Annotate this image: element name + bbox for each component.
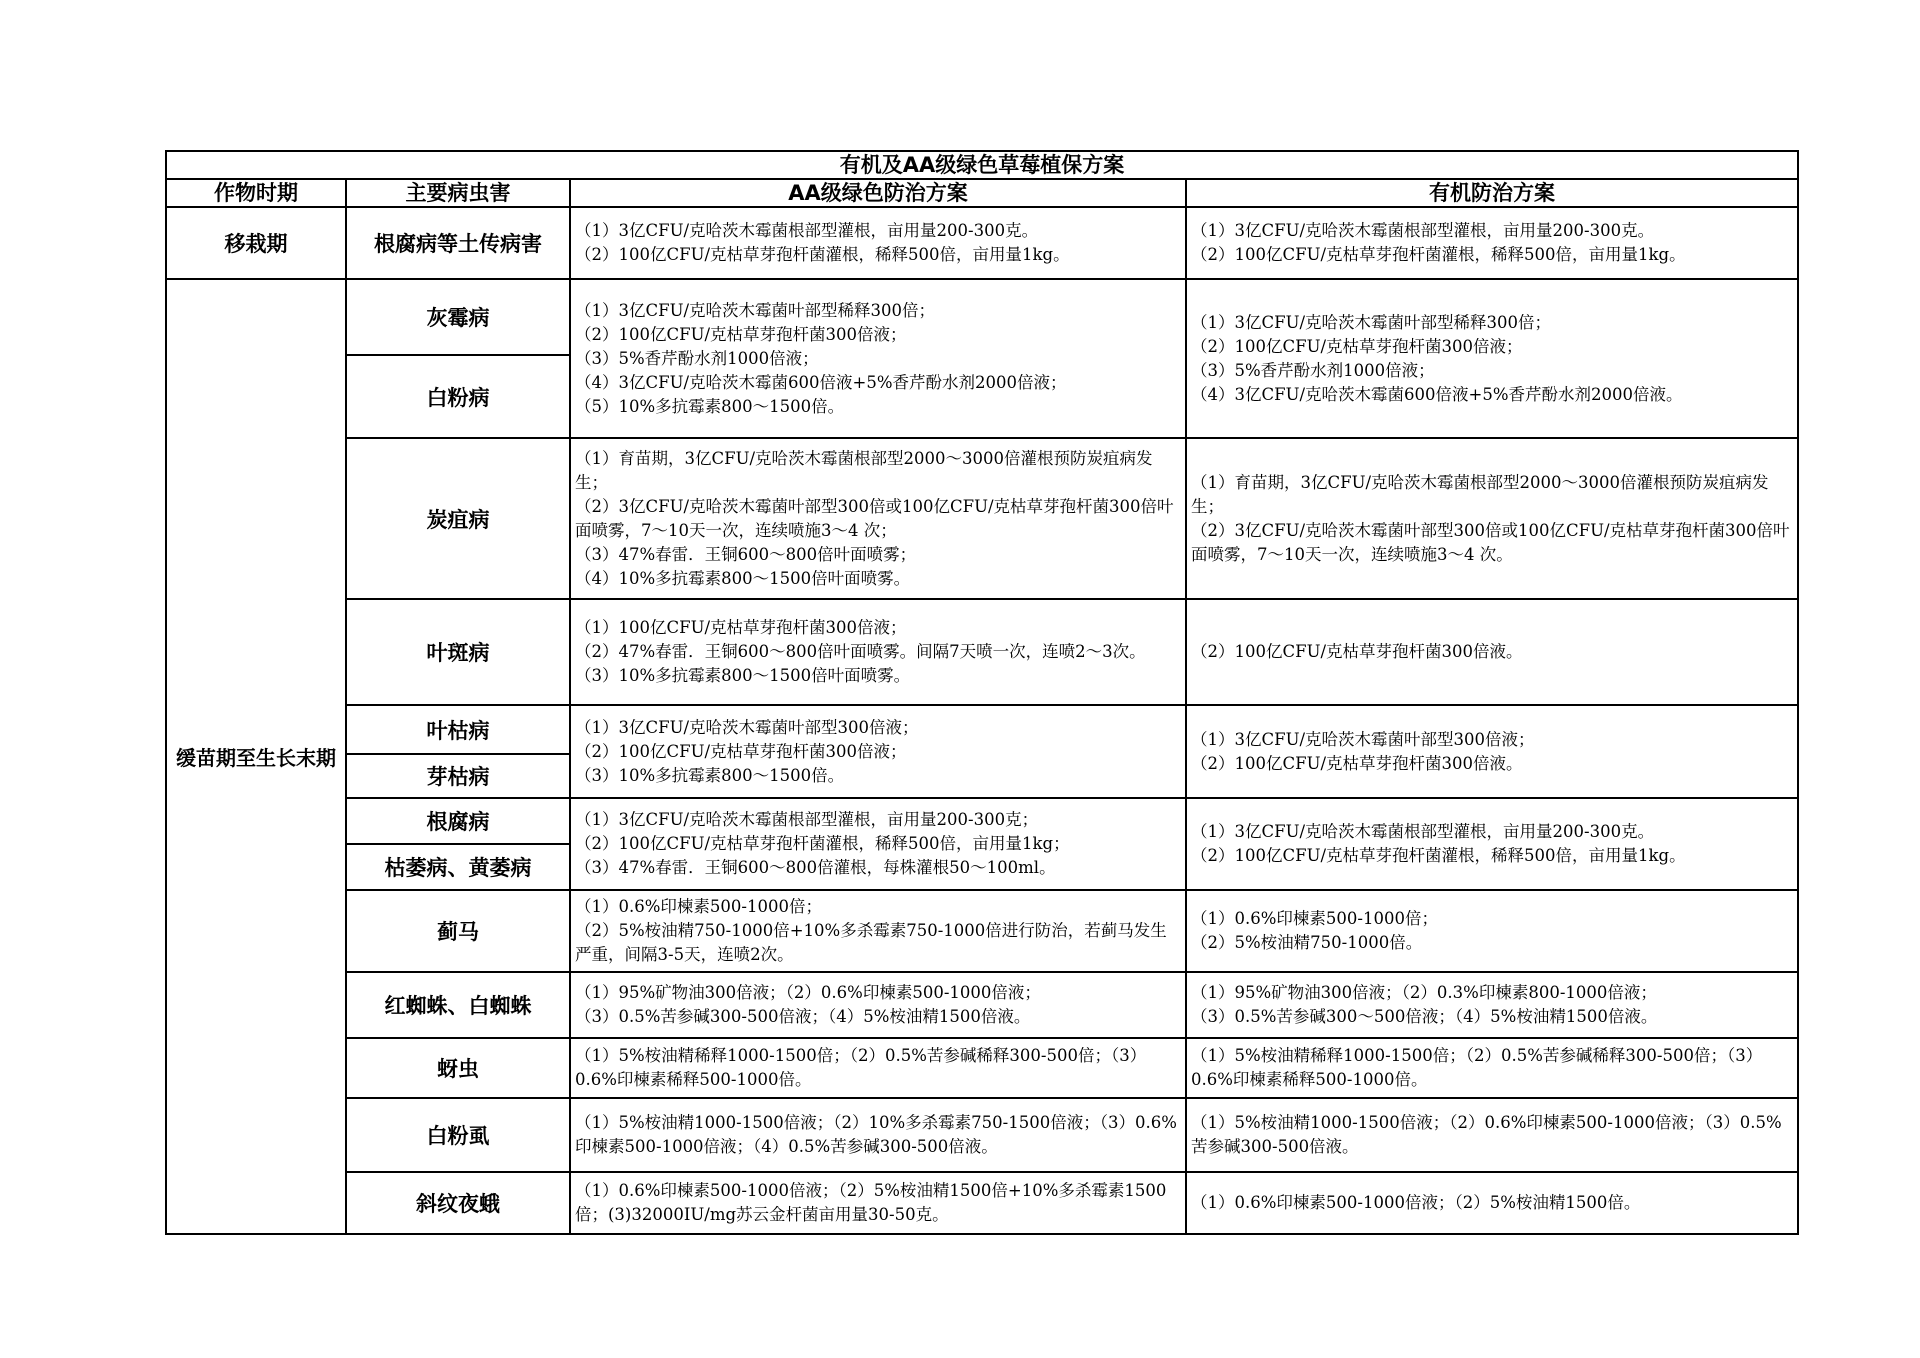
pest-armyworm: 斜纹夜蛾 [346, 1172, 570, 1234]
header-main-pests: 主要病虫害 [346, 179, 570, 207]
plan-line: （3）10%多抗霉素800～1500倍。 [575, 765, 845, 785]
aa-plan-cell [570, 438, 1186, 599]
plan-line: （3）47%春雷．王铜600～800倍叶面喷雾； [575, 544, 917, 564]
aa-plan-cell [570, 798, 1186, 890]
plan-line: （1）3亿CFU/克哈茨木霉菌叶部型300倍液； [1191, 729, 1535, 749]
aa-plan-cell [570, 599, 1186, 705]
header-organic-plan: 有机防治方案 [1186, 179, 1798, 207]
pest-bud-blight: 芽枯病 [346, 754, 570, 798]
plan-line: （2）47%春雷．王铜600～800倍叶面喷雾。间隔7天喷一次，连喷2～3次。 [575, 642, 1146, 661]
plan-line: （2）100亿CFU/克枯草芽孢杆菌灌根，稀释500倍，亩用量1kg。 [1191, 245, 1686, 264]
plan-line: （1）3亿CFU/克哈茨木霉菌根部型灌根，亩用量200-300克； [575, 810, 1039, 829]
organic-plan-cell [1186, 1098, 1798, 1172]
pest-leaf-spot: 叶斑病 [346, 599, 570, 705]
plan-line: （1）95%矿物油300倍液；（2）0.6%印楝素500-1000倍液； [575, 983, 1041, 1002]
plan-line: （3）10%多抗霉素800～1500倍叶面喷雾。 [575, 666, 911, 685]
plan-line: （3）0.5%苦参碱300-500倍液；（4）5%桉油精1500倍液。 [575, 1007, 1031, 1026]
plan-line: （2）100亿CFU/克枯草芽孢杆菌300倍液； [575, 741, 907, 761]
plan-line: （1）育苗期，3亿CFU/克哈茨木霉菌根部型2000～3000倍灌根预防炭疽病发生； [1191, 472, 1769, 516]
plan-line: （1）100亿CFU/克枯草芽孢杆菌300倍液； [575, 618, 907, 637]
plan-line: （2）5%桉油精750-1000倍+10%多杀霉素750-1000倍进行防治，若蓟马发生严重，间隔3-5天，连喷2次。 [575, 921, 1167, 964]
plan-line: （1）5%桉油精1000-1500倍液；（2）10%多杀霉素750-1500倍液；（3）0.6%印楝素500-1000倍液；（4）0.5%苦参碱300-500倍液。 [575, 1113, 1177, 1156]
pest-anthracnose: 炭疽病 [346, 438, 570, 599]
plan-line: （1）0.6%印楝素500-1000倍液；（2）5%桉油精1500倍。 [1191, 1193, 1641, 1212]
plan-line: （1）0.6%印楝素500-1000倍； [575, 897, 822, 916]
plan-line: （4）3亿CFU/克哈茨木霉菌600倍液+5%香芹酚水剂2000倍液； [575, 372, 1067, 392]
organic-plan-cell [1186, 972, 1798, 1038]
organic-plan-cell [1186, 599, 1798, 705]
organic-plan-cell [1186, 1172, 1798, 1234]
pest-aphids: 蚜虫 [346, 1038, 570, 1098]
pest-soil-borne: 根腐病等土传病害 [346, 207, 570, 279]
plan-line: （1）3亿CFU/克哈茨木霉菌叶部型稀释300倍； [1191, 312, 1552, 332]
plan-line: （2）100亿CFU/克枯草芽孢杆菌灌根，稀释500倍，亩用量1kg。 [575, 245, 1070, 264]
plan-line: （2）100亿CFU/克枯草芽孢杆菌300倍液。 [1191, 642, 1523, 661]
plan-line: （1）3亿CFU/克哈茨木霉菌根部型灌根，亩用量200-300克。 [1191, 221, 1655, 240]
organic-plan-cell [1186, 207, 1798, 279]
table-title: 有机及AA级绿色草莓植保方案 [166, 151, 1798, 179]
aa-plan-cell [570, 705, 1186, 798]
plant-protection-table [165, 150, 1799, 1235]
plan-line: （3）5%香芹酚水剂1000倍液； [575, 348, 819, 368]
pest-powdery-mildew: 白粉病 [346, 355, 570, 438]
organic-plan-cell [1186, 279, 1798, 438]
plan-line: （1）0.6%印楝素500-1000倍； [1191, 909, 1438, 928]
plan-line: （2）5%桉油精750-1000倍。 [1191, 933, 1423, 952]
organic-plan-cell [1186, 438, 1798, 599]
plan-line: （1）5%桉油精稀释1000-1500倍；（2）0.5%苦参碱稀释300-500倍；（3）0.6%印楝素稀释500-1000倍。 [1191, 1046, 1763, 1089]
plan-line: （2）100亿CFU/克枯草芽孢杆菌300倍液。 [1191, 753, 1523, 773]
plan-line: （1）育苗期，3亿CFU/克哈茨木霉菌根部型2000～3000倍灌根预防炭疽病发生； [575, 448, 1153, 492]
aa-plan-cell [570, 972, 1186, 1038]
header-aa-green-plan: AA级绿色防治方案 [570, 179, 1186, 207]
plan-line: （4）10%多抗霉素800～1500倍叶面喷雾。 [575, 568, 911, 588]
pest-leaf-blight: 叶枯病 [346, 705, 570, 754]
aa-plan-cell [570, 207, 1186, 279]
organic-plan-cell [1186, 705, 1798, 798]
pest-spider-mites: 红蜘蛛、白蜘蛛 [346, 972, 570, 1038]
plan-line: （2）3亿CFU/克哈茨木霉菌叶部型300倍或100亿CFU/克枯草芽孢杆菌300倍叶面喷雾，7～10天一次，连续喷施3～4 次； [575, 496, 1174, 540]
plan-line: （1）3亿CFU/克哈茨木霉菌叶部型稀释300倍； [575, 300, 936, 320]
plan-line: （2）100亿CFU/克枯草芽孢杆菌300倍液； [1191, 336, 1523, 356]
plan-line: （1）95%矿物油300倍液；（2）0.3%印楝素800-1000倍液； [1191, 983, 1657, 1002]
organic-plan-cell [1186, 890, 1798, 972]
pest-wilt: 枯萎病、黄萎病 [346, 844, 570, 890]
plan-line: （1）0.6%印楝素500-1000倍液；（2）5%桉油精1500倍+10%多杀霉素1500倍；(3)32000IU/mg苏云金杆菌亩用量30-50克。 [575, 1181, 1167, 1224]
plan-line: （4）3亿CFU/克哈茨木霉菌600倍液+5%香芹酚水剂2000倍液。 [1191, 384, 1683, 404]
pest-gray-mold: 灰霉病 [346, 279, 570, 355]
plan-line: （1）3亿CFU/克哈茨木霉菌叶部型300倍液； [575, 717, 919, 737]
plan-line: （3）5%香芹酚水剂1000倍液； [1191, 360, 1435, 380]
plan-line: （1）3亿CFU/克哈茨木霉菌根部型灌根，亩用量200-300克。 [1191, 822, 1655, 841]
header-crop-period: 作物时期 [166, 179, 346, 207]
plan-line: （2）100亿CFU/克枯草芽孢杆菌300倍液； [575, 324, 907, 344]
plan-line: （2）3亿CFU/克哈茨木霉菌叶部型300倍或100亿CFU/克枯草芽孢杆菌300倍叶面喷雾，7～10天一次，连续喷施3～4 次。 [1191, 520, 1790, 564]
organic-plan-cell [1186, 798, 1798, 890]
aa-plan-cell [570, 1098, 1186, 1172]
plan-line: （2）100亿CFU/克枯草芽孢杆菌灌根，稀释500倍，亩用量1kg； [575, 834, 1070, 853]
pest-whitefly: 白粉虱 [346, 1098, 570, 1172]
organic-plan-cell [1186, 1038, 1798, 1098]
aa-plan-cell [570, 1172, 1186, 1234]
pest-thrips: 蓟马 [346, 890, 570, 972]
plan-line: （1）5%桉油精稀释1000-1500倍；（2）0.5%苦参碱稀释300-500倍；（3）0.6%印楝素稀释500-1000倍。 [575, 1046, 1147, 1089]
aa-plan-cell [570, 1038, 1186, 1098]
plan-line: （1）5%桉油精1000-1500倍液；（2）0.6%印楝素500-1000倍液；（3）0.5%苦参碱300-500倍液。 [1191, 1113, 1782, 1156]
period-transplant: 移栽期 [166, 207, 346, 279]
plan-line: （2）100亿CFU/克枯草芽孢杆菌灌根，稀释500倍，亩用量1kg。 [1191, 846, 1686, 865]
pest-root-rot: 根腐病 [346, 798, 570, 844]
aa-plan-cell [570, 279, 1186, 438]
period-seedling-to-end: 缓苗期至生长末期 [166, 279, 346, 1234]
plan-line: （1）3亿CFU/克哈茨木霉菌根部型灌根，亩用量200-300克。 [575, 221, 1039, 240]
plan-line: （3）47%春雷．王铜600～800倍灌根，每株灌根50～100ml。 [575, 858, 1056, 877]
aa-plan-cell [570, 890, 1186, 972]
plan-line: （3）0.5%苦参碱300～500倍液；（4）5%桉油精1500倍液。 [1191, 1007, 1658, 1026]
plan-line: （5）10%多抗霉素800～1500倍。 [575, 396, 845, 416]
